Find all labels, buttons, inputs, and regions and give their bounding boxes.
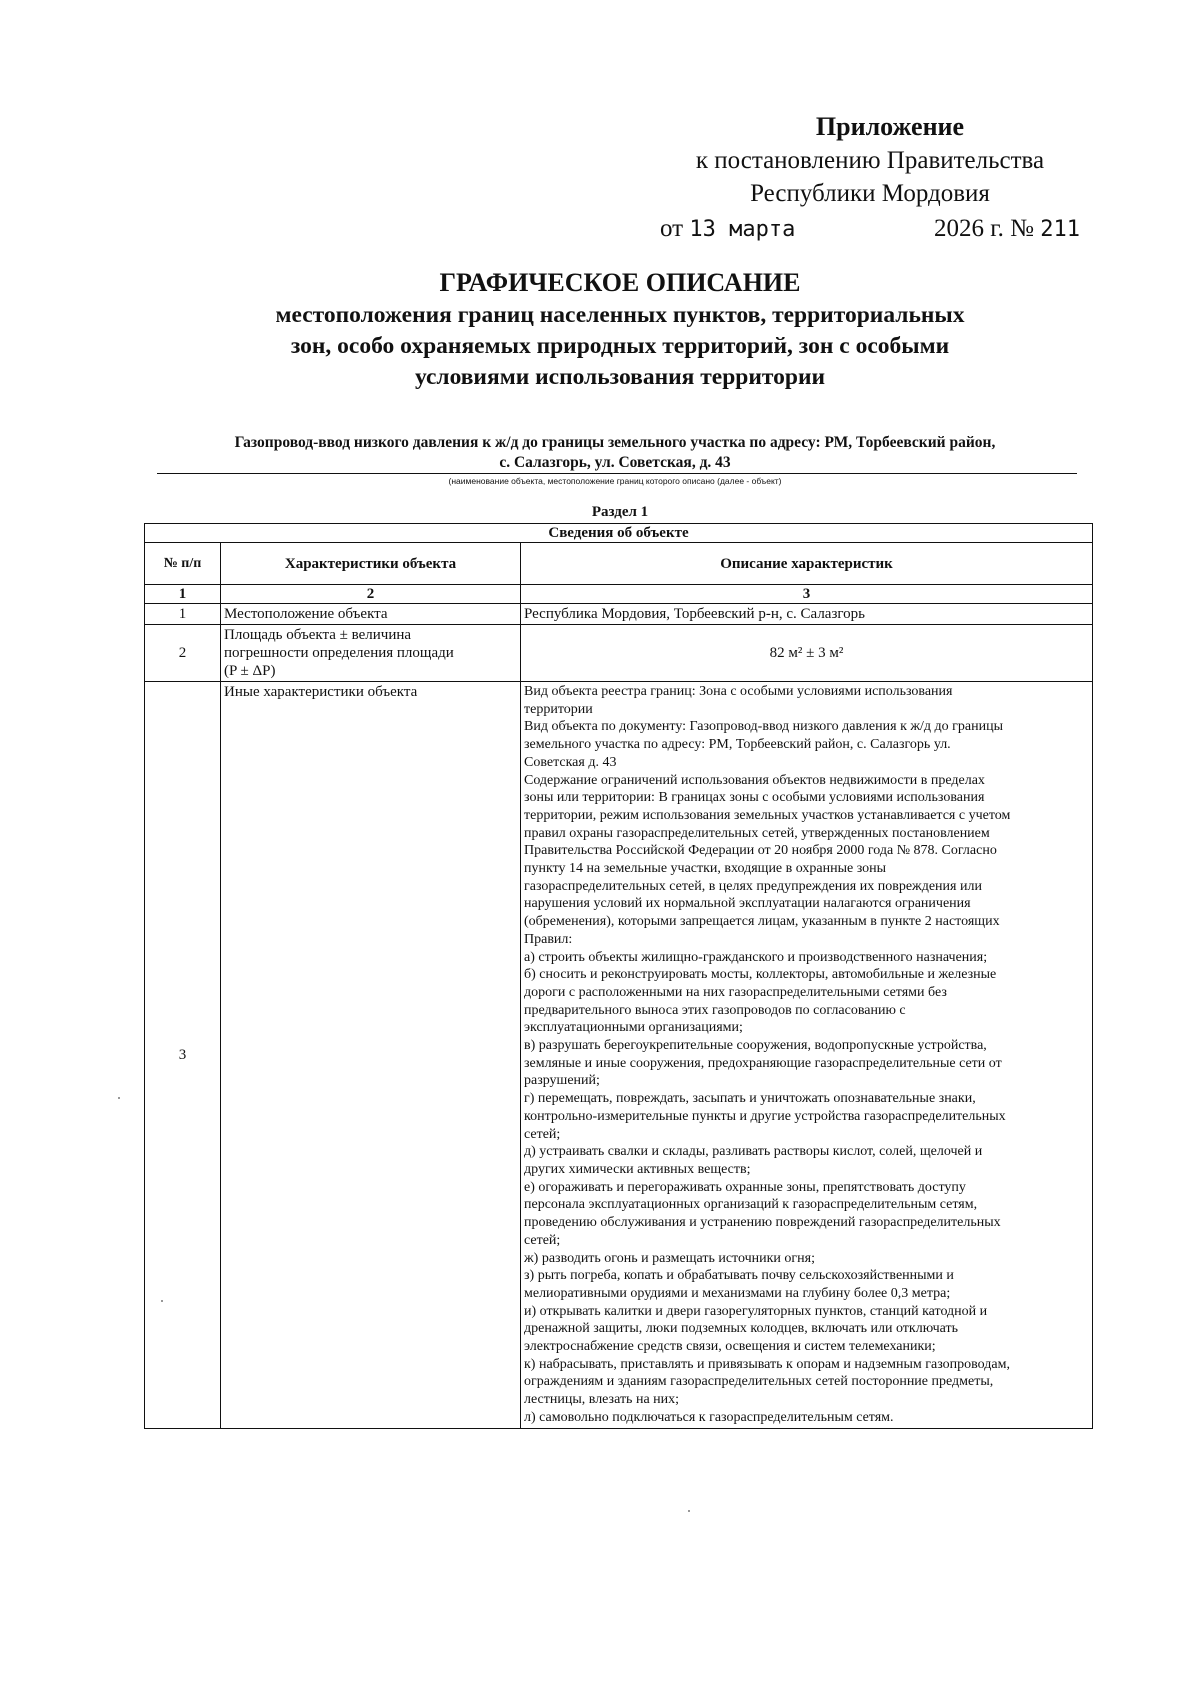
row-3-value-line: Вид объекта по документу: Газопровод-ввод низкого давления к ж/д до границы <box>524 719 1004 735</box>
date-prefix: от <box>660 215 684 242</box>
appendix-title: Приложение <box>815 112 965 141</box>
header-num: № п/п <box>145 543 221 585</box>
row-2-name-line-2: погрешности определения площади <box>224 645 454 661</box>
table-title: Сведения об объекте <box>145 524 1093 543</box>
row-3-value-line: эксплуатационными организациями; <box>524 1020 743 1036</box>
object-info-table <box>144 523 1093 1429</box>
table-title-row <box>145 524 1093 543</box>
scan-speck <box>161 1300 163 1302</box>
row-3-value-line: (обременения), которыми запрещается лицам, указанным в пункте 2 настоящих <box>524 914 1000 930</box>
row-3-value-line: правил охраны газораспределительных сетей, утвержденных постановлением <box>524 825 990 841</box>
row-2-num: 2 <box>145 625 221 682</box>
appendix-line-2: Республики Мордовия <box>750 180 990 207</box>
row-3-value <box>521 682 1093 1429</box>
row-2-name-line-1: Площадь объекта ± величина <box>224 627 412 643</box>
row-3-value-line: других химически активных веществ; <box>524 1161 751 1177</box>
row-3-value-line: пункту 14 на земельные участки, входящие в охранные зоны <box>524 861 887 877</box>
row-3-value-line: е) огораживать и перегораживать охранные зоны, препятствовать доступу <box>524 1179 966 1195</box>
row-3-value-line: г) перемещать, повреждать, засыпать и уничтожать опознавательные знаки, <box>524 1091 976 1107</box>
header-number-1: 1 <box>145 585 221 604</box>
object-name-underline <box>157 473 1077 474</box>
table-row <box>145 625 1093 682</box>
row-3-value-line: разрушений; <box>524 1073 600 1089</box>
header-number-3: 3 <box>521 585 1093 604</box>
row-3-value-line: а) строить объекты жилищно-гражданского и производственного назначения; <box>524 949 988 965</box>
row-3-value-line: контрольно-измерительные пункты и другие устройства газораспределительных <box>524 1108 1006 1124</box>
row-3-value-line: з) рыть погреба, копать и обрабатывать почву сельскохозяйственными и <box>524 1268 954 1284</box>
row-2-value: 82 м² ± 3 м² <box>521 625 1093 682</box>
header-description: Описание характеристик <box>521 543 1093 585</box>
row-3-value-line: дренажной защиты, люки подземных колодцев, включать или отключать <box>524 1321 959 1337</box>
table-row <box>145 604 1093 625</box>
row-1-value: Республика Мордовия, Торбеевский р-н, с. Салазгорь <box>521 604 1093 625</box>
object-name-caption: (наименование объекта, местоположение границ которого описано (далее - объект) <box>448 476 782 486</box>
appendix-block <box>660 110 1080 247</box>
table-row <box>145 682 1093 1429</box>
row-3-value-line: проведению обслуживания и устранению повреждений газораспределительных <box>524 1215 1001 1231</box>
decree-number: 211 <box>1040 217 1080 242</box>
header-number-row <box>145 585 1093 604</box>
row-3-value-line: л) самовольно подключаться к газораспределительным сетям. <box>524 1409 894 1425</box>
year-label: 2026 г. № <box>933 215 1034 242</box>
document-title-sub-3: условиями использования территории <box>414 364 826 390</box>
number-group <box>934 212 1080 247</box>
document-title-sub-1: местоположения границ населенных пунктов, территориальных <box>275 302 965 328</box>
row-3-value-line: б) сносить и реконструировать мосты, коллекторы, автомобильные и железные <box>524 967 997 983</box>
row-3-num: 3 <box>145 682 221 1429</box>
row-2-name <box>221 625 521 682</box>
header-characteristics: Характеристики объекта <box>221 543 521 585</box>
row-3-value-line: мелиоративными орудиями и механизмами на глубину более 0,3 метра; <box>524 1285 951 1301</box>
document-title-sub-2: зон, особо охраняемых природных территорий, зон с особыми <box>290 333 950 359</box>
row-3-value-line: земельного участка по адресу: РМ, Торбеевский район, с. Салазгорь ул. <box>524 737 951 753</box>
row-3-value-line: ж) разводить огонь и размещать источники огня; <box>524 1250 815 1266</box>
table-header-row <box>145 543 1093 585</box>
section-label: Раздел 1 <box>591 504 649 520</box>
row-1-num: 1 <box>145 604 221 625</box>
row-3-value-line: территории, режим использования земельных участков устанавливается с учетом <box>524 807 1011 823</box>
row-3-value-line: в) разрушать берегоукрепительные сооружения, водопропускные устройства, <box>524 1038 987 1054</box>
row-3-value-line: нарушения условий их нормальной эксплуатации налагаются ограничения <box>524 896 971 912</box>
row-3-value-line: электроснабжение средств связи, освещения и систем телемеханики; <box>524 1339 936 1355</box>
row-3-value-line: персонала эксплуатационных организаций к газораспределительным сетям, <box>524 1197 978 1213</box>
appendix-line-1: к постановлению Правительства <box>695 147 1045 174</box>
row-3-value-line: и) открывать калитки и двери газорегуляторных пунктов, станций катодной и <box>524 1303 988 1319</box>
row-3-value-line: к) набрасывать, приставлять и привязывать к опорам и надземным газопроводам, <box>524 1356 1010 1372</box>
row-3-value-line: Советская д. 43 <box>524 754 617 770</box>
object-name-line-1: Газопровод-ввод низкого давления к ж/д до границы земельного участка по адресу: РМ, Торбеевский район, <box>234 434 996 451</box>
row-3-value-line: Вид объекта реестра границ: Зона с особыми условиями использования <box>524 684 953 699</box>
header-number-2: 2 <box>221 585 521 604</box>
row-3-value-line: территории <box>524 701 593 717</box>
row-3-value-line: Правил: <box>524 931 573 947</box>
row-3-value-line: земляные и иные сооружения, предохраняющие газораспределительные сети от <box>524 1055 1002 1071</box>
row-3-value-line: Правительства Российской Федерации от 20 ноября 2000 года № 878. Согласно <box>524 843 997 859</box>
document-title-main: ГРАФИЧЕСКОЕ ОПИСАНИЕ <box>439 268 801 297</box>
row-1-name: Местоположение объекта <box>221 604 521 625</box>
appendix-date-line <box>660 212 1080 247</box>
row-2-name-line-3: (P ± ΔP) <box>224 663 276 679</box>
document-title <box>140 266 1100 393</box>
date-value: 13 марта <box>689 217 796 242</box>
row-3-value-line: зоны или территории: В границах зоны с особыми условиями использования <box>524 790 985 806</box>
object-name <box>150 433 1080 473</box>
row-3-name: Иные характеристики объекта <box>221 682 521 1429</box>
row-3-value-line: газораспределительных сетей, в целях предупреждения их повреждения или <box>524 878 982 894</box>
row-3-value-line: дороги с расположенными на них газораспределительными сетями без <box>524 984 947 1000</box>
row-3-value-line: сетей; <box>524 1232 561 1248</box>
row-3-value-line: предварительного выноса этих газопроводов по согласованию с <box>524 1002 906 1018</box>
date-group <box>660 212 795 247</box>
object-name-line-2: с. Салазгорь, ул. Советская, д. 43 <box>499 454 731 471</box>
scan-speck <box>688 1510 690 1512</box>
row-3-value-line: Содержание ограничений использования объектов недвижимости в пределах <box>524 772 985 788</box>
row-3-value-line: сетей; <box>524 1126 561 1142</box>
row-3-value-line: д) устраивать свалки и склады, разливать растворы кислот, солей, щелочей и <box>524 1144 983 1160</box>
scan-speck <box>118 1097 120 1099</box>
row-3-value-line: лестницы, влезать на них; <box>524 1392 680 1408</box>
row-3-value-line: ограждениям и зданиям газораспределительных сетей посторонние предметы, <box>524 1374 994 1390</box>
